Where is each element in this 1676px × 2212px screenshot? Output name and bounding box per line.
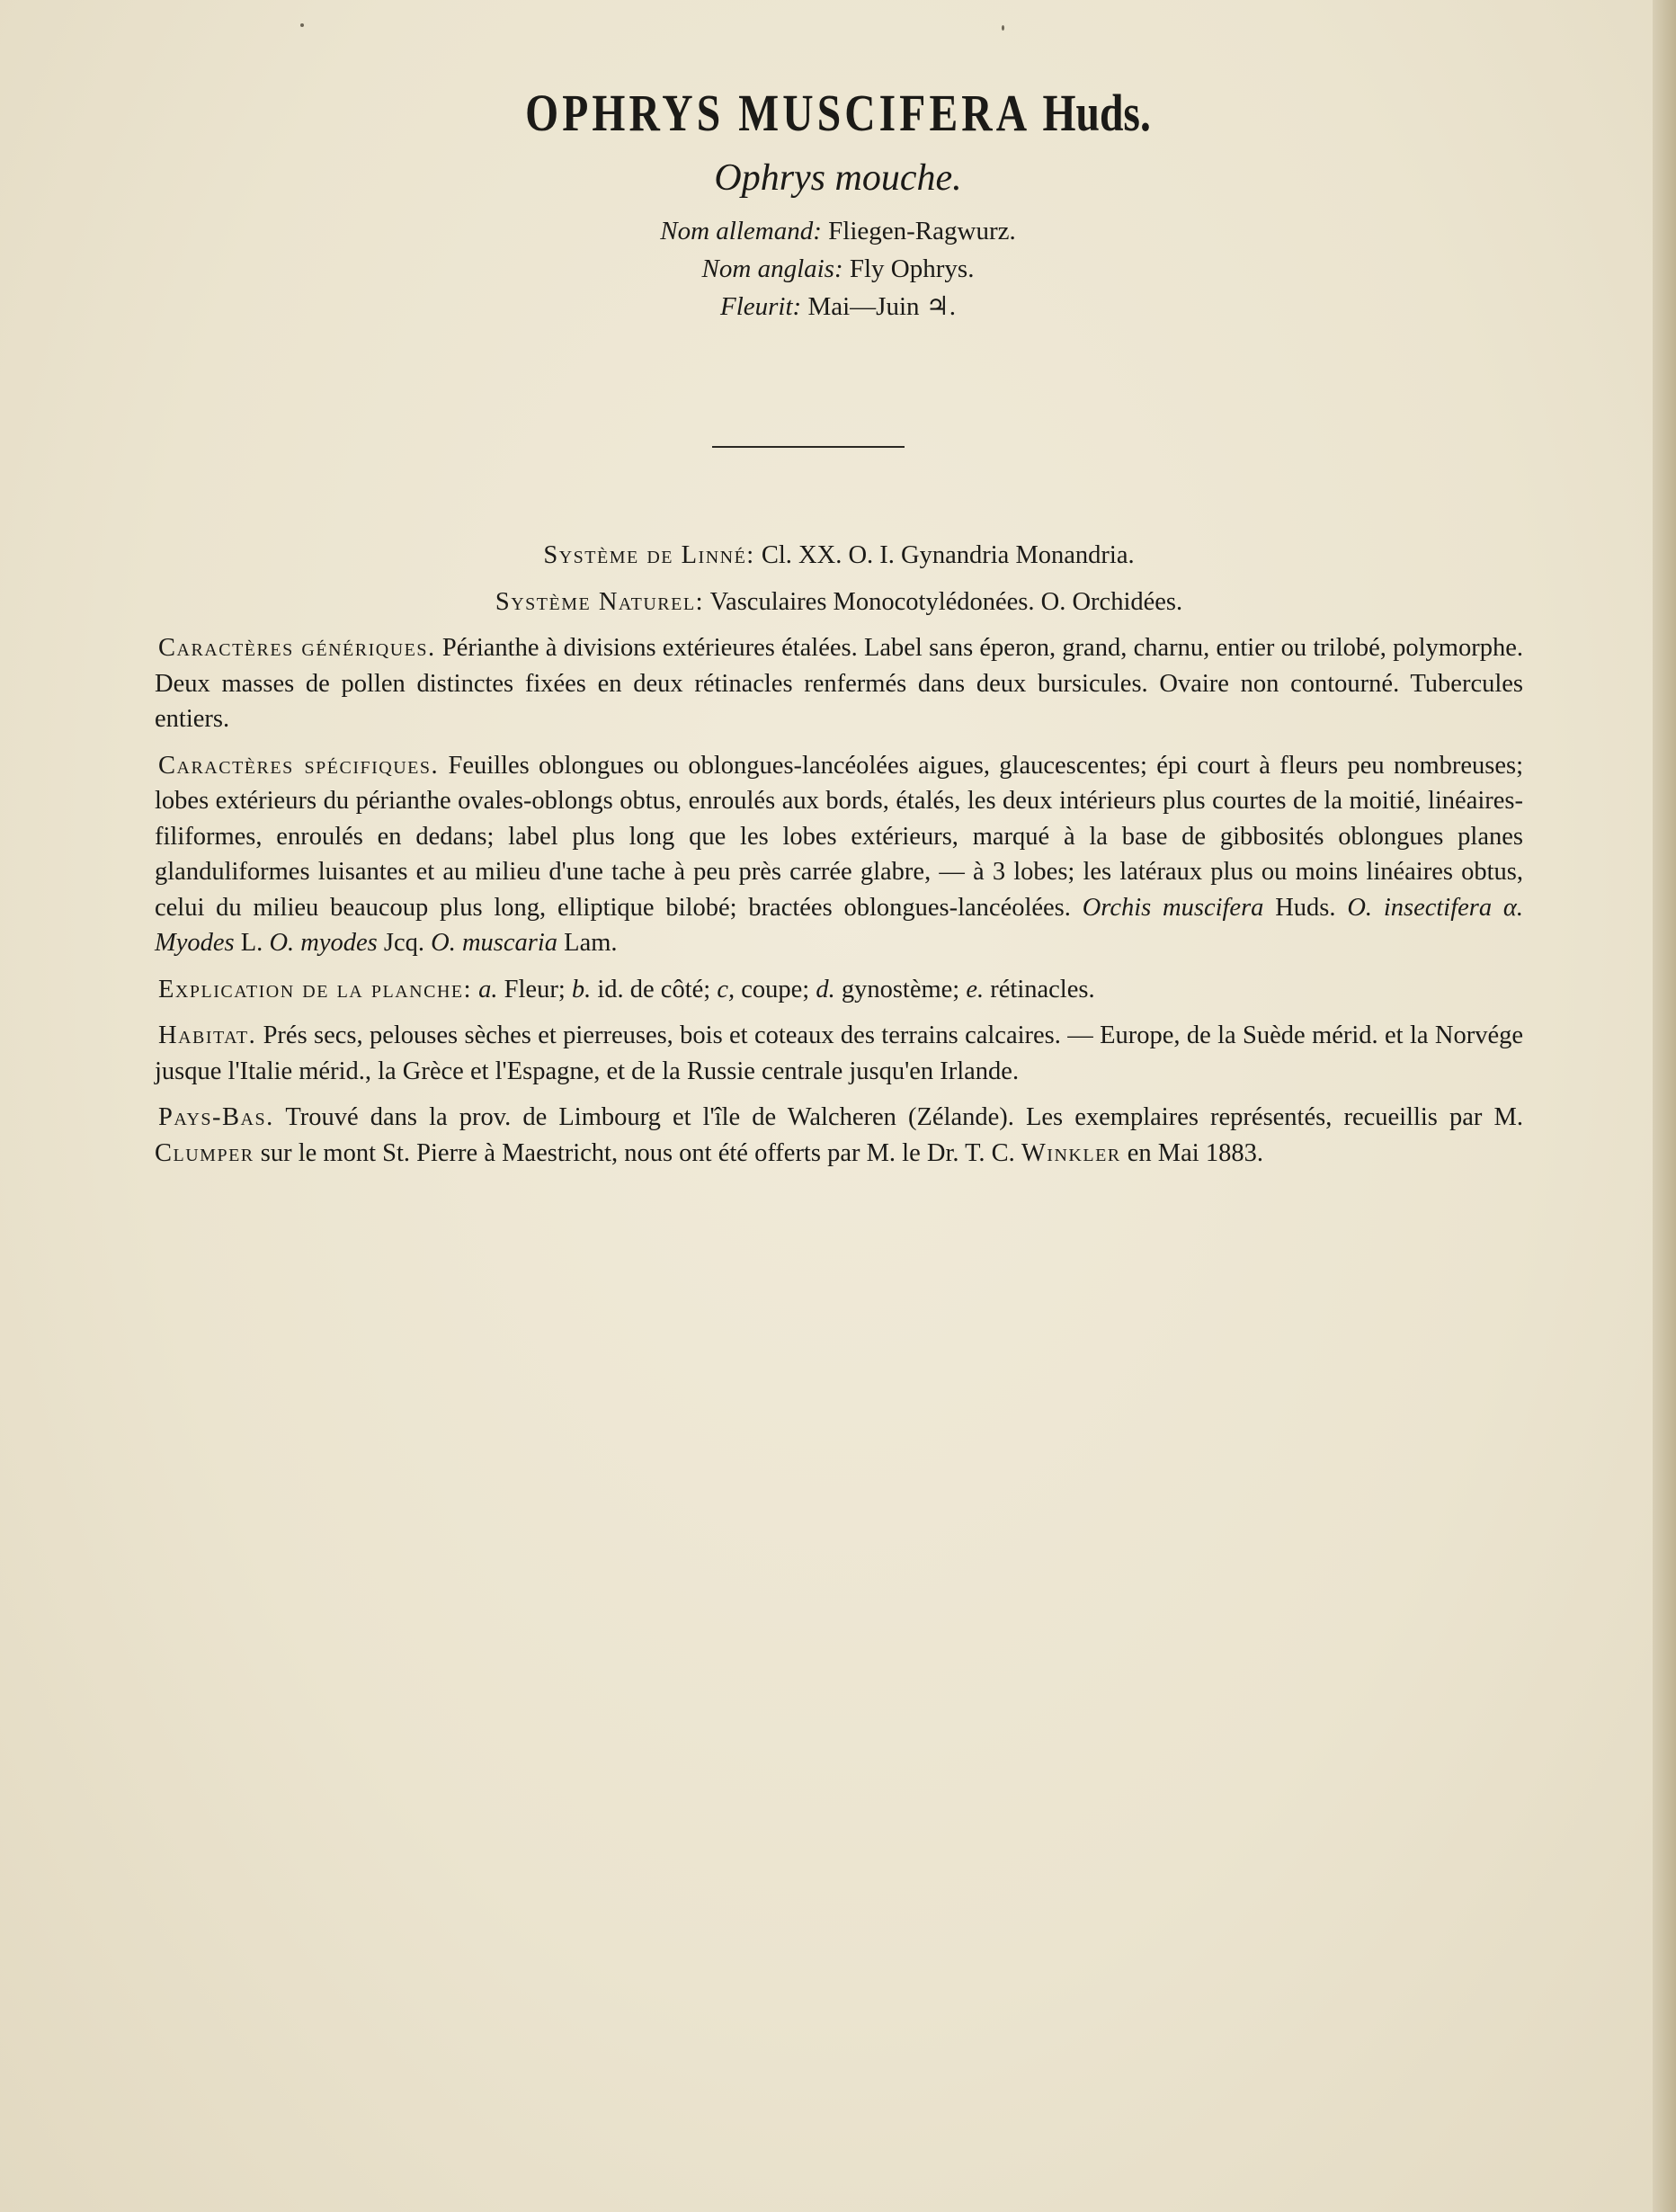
flowering-line: [0, 288, 1676, 326]
plate-key: c,: [717, 975, 735, 1003]
donor-name: Winkler: [1021, 1138, 1121, 1167]
paper-speck: [1002, 25, 1004, 31]
synonym-author: L.: [240, 929, 263, 957]
english-name-value: Fly Ophrys.: [849, 254, 975, 283]
synonym-author: Huds.: [1275, 893, 1336, 922]
german-name-line: [0, 212, 1676, 250]
german-name-value: Fliegen-Ragwurz.: [828, 217, 1016, 245]
header-divider: [712, 446, 905, 448]
synonym-name: O. muscaria: [431, 929, 558, 957]
pays-bas-text: sur le mont St. Pierre à Maestricht, nous ont été offerts par M. le Dr. T. C.: [260, 1138, 1015, 1167]
explication-planche: [155, 972, 1523, 1008]
flowering-label: Fleurit:: [719, 292, 802, 321]
plate-key: b.: [571, 975, 592, 1003]
synonym-name: O. insectifera α. Myodes: [155, 893, 1524, 957]
plate-key-text: id. de côté;: [597, 975, 711, 1003]
german-name-label: Nom allemand:: [660, 217, 822, 245]
habitat-label: Habitat.: [158, 1021, 257, 1049]
page-spine-edge: [1653, 0, 1676, 2212]
species-author: Huds.: [1042, 84, 1151, 142]
collector-name: Clumper: [155, 1138, 254, 1167]
caracteres-generiques-label: Caractères génériques.: [158, 634, 436, 662]
paper-speck: [300, 23, 304, 27]
caracteres-specifiques-text: Feuilles oblongues ou oblongues-lancéolées aigues, glaucescentes; épi court à fleurs peu nombreuses; lobes extérieurs du périanthe ovales-oblongs obtus, enroulés aux bords, étalés, les deux intérieurs plus courtes de la moitié, linéaires-filiformes, enroulés en dedans; label plus long que les lobes extérieurs, marqué à la base de gibbosités oblongues planes glanduliformes luisantes et au milieu d'une tache à peu près carrée glabre, — à 3 lobes; les latéraux plus ou moins linéaires obtus, celui du milieu beaucoup plus long, elliptique bilobé; bractées oblongues-lancéolées.: [155, 751, 1524, 922]
systeme-naturel-text: Vasculaires Monocotylédonées. O. Orchidées.: [709, 587, 1183, 616]
systeme-linne-label: Système de Linné:: [543, 541, 755, 569]
pays-bas-text: Trouvé dans la prov. de Limbourg et l'île de Walcheren (Zélande). Les exemplaires représentés, recueillis par M.: [285, 1103, 1523, 1131]
pays-bas-label: Pays-Bas.: [158, 1103, 274, 1131]
caracteres-generiques: [155, 630, 1523, 737]
habitat-text: Prés secs, pelouses sèches et pierreuses, bois et coteaux des terrains calcaires. — Europe, de la Suède mérid. et la Norvége jusque l'Italie mérid., la Grèce et l'Espagne, et de la Russie centrale jusqu'en Irlande.: [155, 1021, 1523, 1085]
pays-bas-text: en Mai 1883.: [1127, 1138, 1263, 1167]
systeme-linne-text: Cl. XX. O. I. Gynandria Monandria.: [761, 541, 1135, 569]
flowering-value: Mai—Juin ♃.: [807, 292, 956, 321]
pays-bas: [155, 1100, 1523, 1171]
synonym-author: Jcq.: [383, 929, 424, 957]
synonym-name: O. myodes: [269, 929, 378, 957]
plate-key-text: coupe;: [741, 975, 810, 1003]
synonym-author: Lam.: [564, 929, 618, 957]
caracteres-generiques-text: Périanthe à divisions extérieures étalées. Label sans éperon, grand, charnu, entier ou trilobé, polymorphe. Deux masses de pollen distinctes fixées en deux rétinacles renfermés dans deux bursicules. Ovaire non contourné. Tubercules entiers.: [155, 634, 1523, 733]
systeme-naturel: [155, 584, 1523, 620]
species-title: [151, 83, 1525, 144]
description-body: [155, 538, 1523, 1171]
plate-key-text: gynostème;: [841, 975, 960, 1003]
plate-key: a.: [478, 975, 498, 1003]
plate-key: d.: [816, 975, 835, 1003]
plate-key-text: rétinacles.: [990, 975, 1095, 1003]
common-name-french: Ophrys mouche.: [714, 157, 962, 199]
page-header: [0, 83, 1676, 326]
synonym-name: Orchis muscifera: [1082, 893, 1264, 922]
english-name-label: Nom anglais:: [701, 254, 843, 283]
caracteres-specifiques-label: Caractères spécifiques.: [158, 751, 440, 780]
explication-label: Explication de la planche:: [158, 975, 473, 1003]
systeme-naturel-label: Système Naturel:: [495, 587, 704, 616]
english-name-line: [0, 250, 1676, 288]
systeme-linne: [155, 538, 1523, 574]
caracteres-specifiques: [155, 748, 1523, 961]
habitat: [155, 1018, 1523, 1089]
plate-key-text: Fleur;: [504, 975, 566, 1003]
species-name: OPHRYS MUSCIFERA: [525, 84, 1029, 142]
plate-key: e.: [966, 975, 985, 1003]
